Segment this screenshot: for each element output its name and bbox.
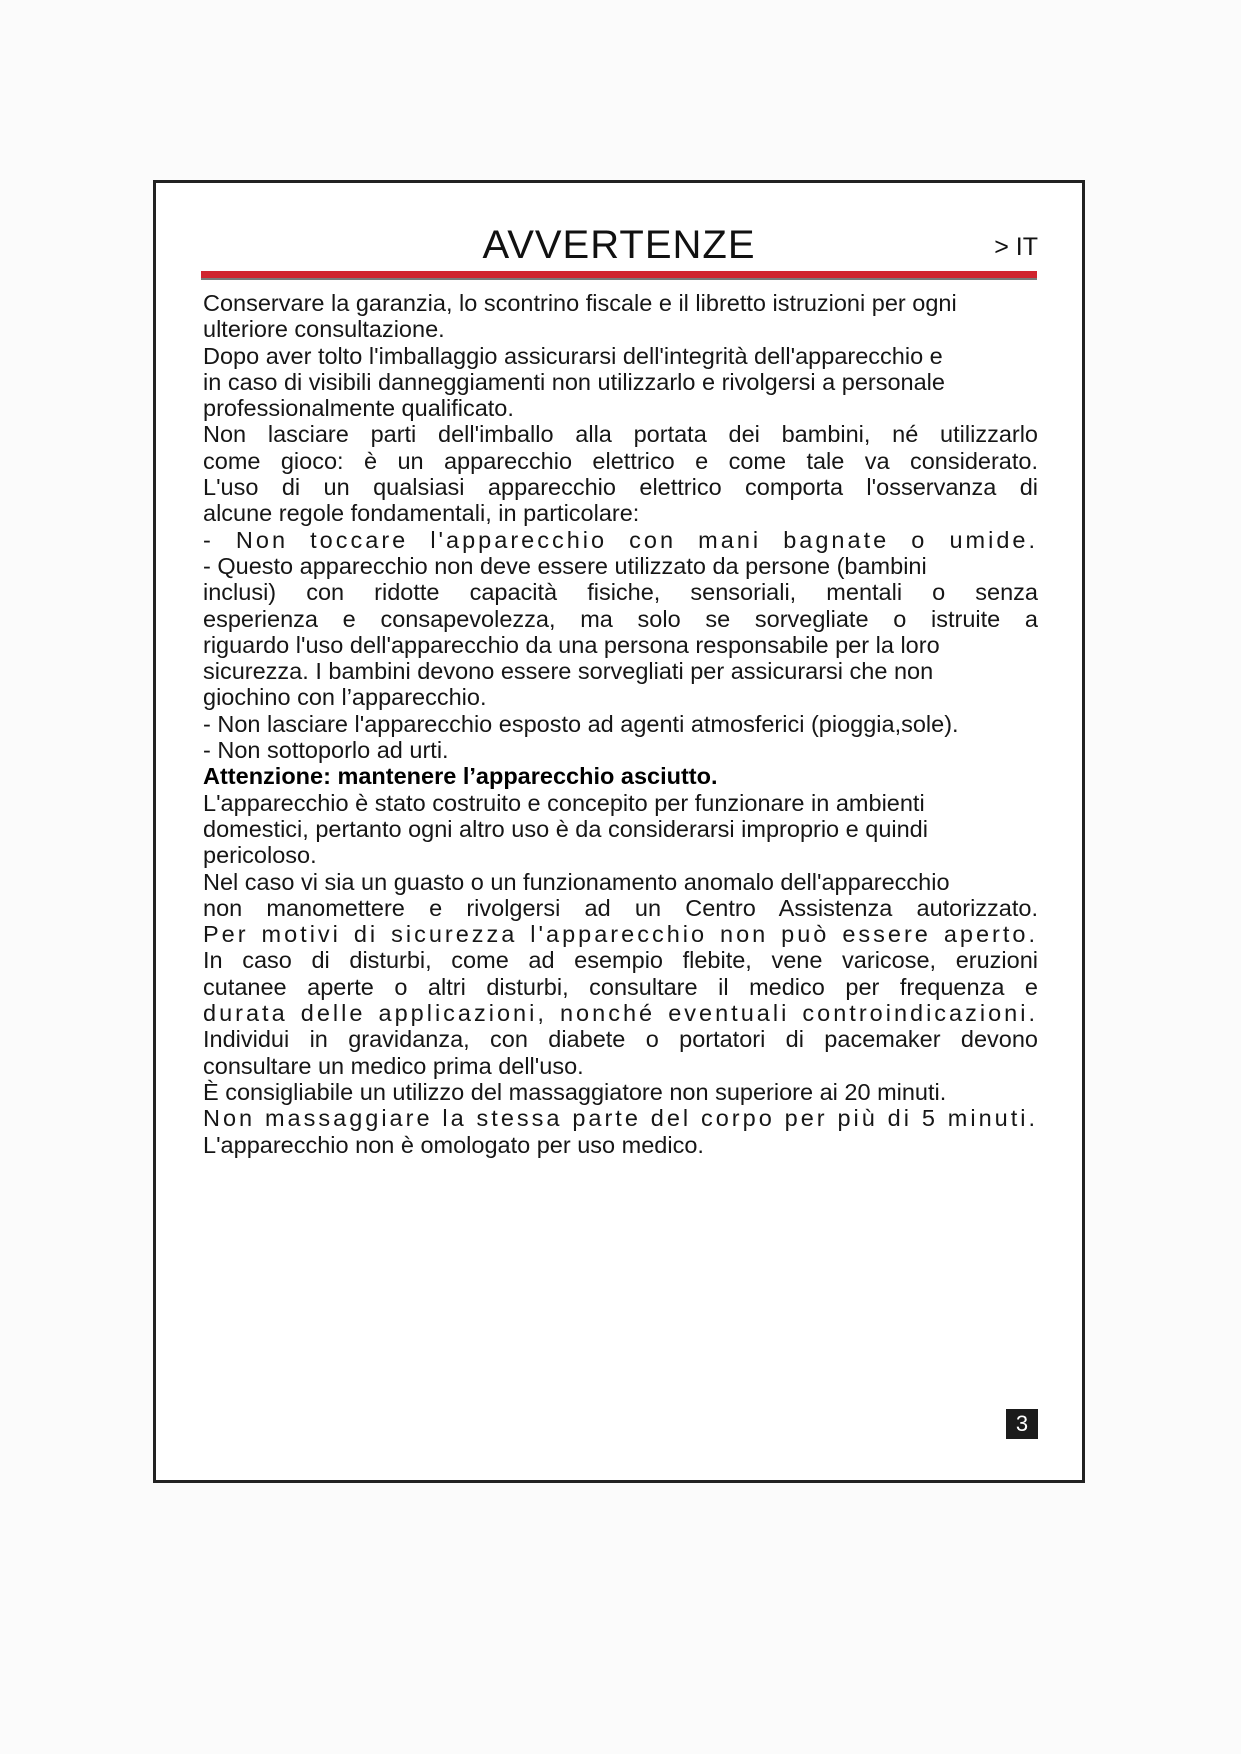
page-title: AVVERTENZE xyxy=(482,223,756,267)
text-line: riguardo l'uso dell'apparecchio da una persona responsabile per la loro xyxy=(203,631,940,658)
text-line: consultare un medico prima dell'uso. xyxy=(203,1052,584,1079)
text-line: L'apparecchio non è omologato per uso medico. xyxy=(203,1131,704,1158)
text-line: L'uso di un qualsiasi apparecchio elettrico comporta l'osservanza di xyxy=(203,474,1038,501)
text-line: durata delle applicazioni, nonché eventuali controindicazioni. xyxy=(203,1000,1038,1027)
text-line: - Questo apparecchio non deve essere utilizzato da persone (bambini xyxy=(203,552,927,579)
text-line: - Non toccare l'apparecchio con mani bagnate o umide. xyxy=(203,526,1038,553)
warning-heading: Attenzione: mantenere l’apparecchio asciutto. xyxy=(203,763,718,790)
text-line: Dopo aver tolto l'imballaggio assicurarsi dell'integrità dell'apparecchio e xyxy=(203,342,943,369)
text-line: Conservare la garanzia, lo scontrino fiscale e il libretto istruzioni per ogni xyxy=(203,290,957,316)
text-line: ulteriore consultazione. xyxy=(203,316,445,343)
text-line: come gioco: è un apparecchio elettrico e come tale va considerato. xyxy=(203,447,1038,474)
text-line: In caso di disturbi, come ad esempio flebite, vene varicose, eruzioni xyxy=(203,947,1038,974)
text-line: - Non sottoporlo ad urti. xyxy=(203,737,449,764)
text-line: cutanee aperte o altri disturbi, consultare il medico per frequenza e xyxy=(203,973,1038,1000)
text-line: pericoloso. xyxy=(203,842,317,869)
text-line: giochino con l’apparecchio. xyxy=(203,684,487,711)
text-line: alcune regole fondamentali, in particolare: xyxy=(203,500,640,527)
warnings-text xyxy=(203,290,1038,1158)
header-rule xyxy=(201,271,1037,280)
text-line: Non massaggiare la stessa parte del corpo per più di 5 minuti. xyxy=(203,1105,1038,1132)
text-line: Individui in gravidanza, con diabete o portatori di pacemaker devono xyxy=(203,1026,1038,1053)
text-line: professionalmente qualificato. xyxy=(203,395,514,422)
text-line: - Non lasciare l'apparecchio esposto ad agenti atmosferici (pioggia,sole). xyxy=(203,710,959,737)
page-number: 3 xyxy=(1006,1409,1038,1439)
text-line: non manomettere e rivolgersi ad un Centro Assistenza autorizzato. xyxy=(203,894,1038,921)
text-line: domestici, pertanto ogni altro uso è da considerarsi improprio e quindi xyxy=(203,815,928,842)
text-line: inclusi) con ridotte capacità fisiche, sensoriali, mentali o senza xyxy=(203,579,1038,606)
text-line: in caso di visibili danneggiamenti non utilizzarlo e rivolgersi a personale xyxy=(203,368,945,395)
text-line: Per motivi di sicurezza l'apparecchio non può essere aperto. xyxy=(203,921,1038,948)
text-line: sicurezza. I bambini devono essere sorvegliati per assicurarsi che non xyxy=(203,658,934,685)
text-line: È consigliabile un utilizzo del massaggiatore non superiore ai 20 minuti. xyxy=(203,1078,947,1105)
text-line: esperienza e consapevolezza, ma solo se sorvegliate o istruite a xyxy=(203,605,1038,632)
text-line: Non lasciare parti dell'imballo alla portata dei bambini, né utilizzarlo xyxy=(203,421,1038,448)
text-line: Nel caso vi sia un guasto o un funzionamento anomalo dell'apparecchio xyxy=(203,868,950,895)
language-tag: > IT xyxy=(994,233,1038,261)
text-line: L'apparecchio è stato costruito e concepito per funzionare in ambienti xyxy=(203,789,925,816)
page-frame xyxy=(153,180,1085,1483)
